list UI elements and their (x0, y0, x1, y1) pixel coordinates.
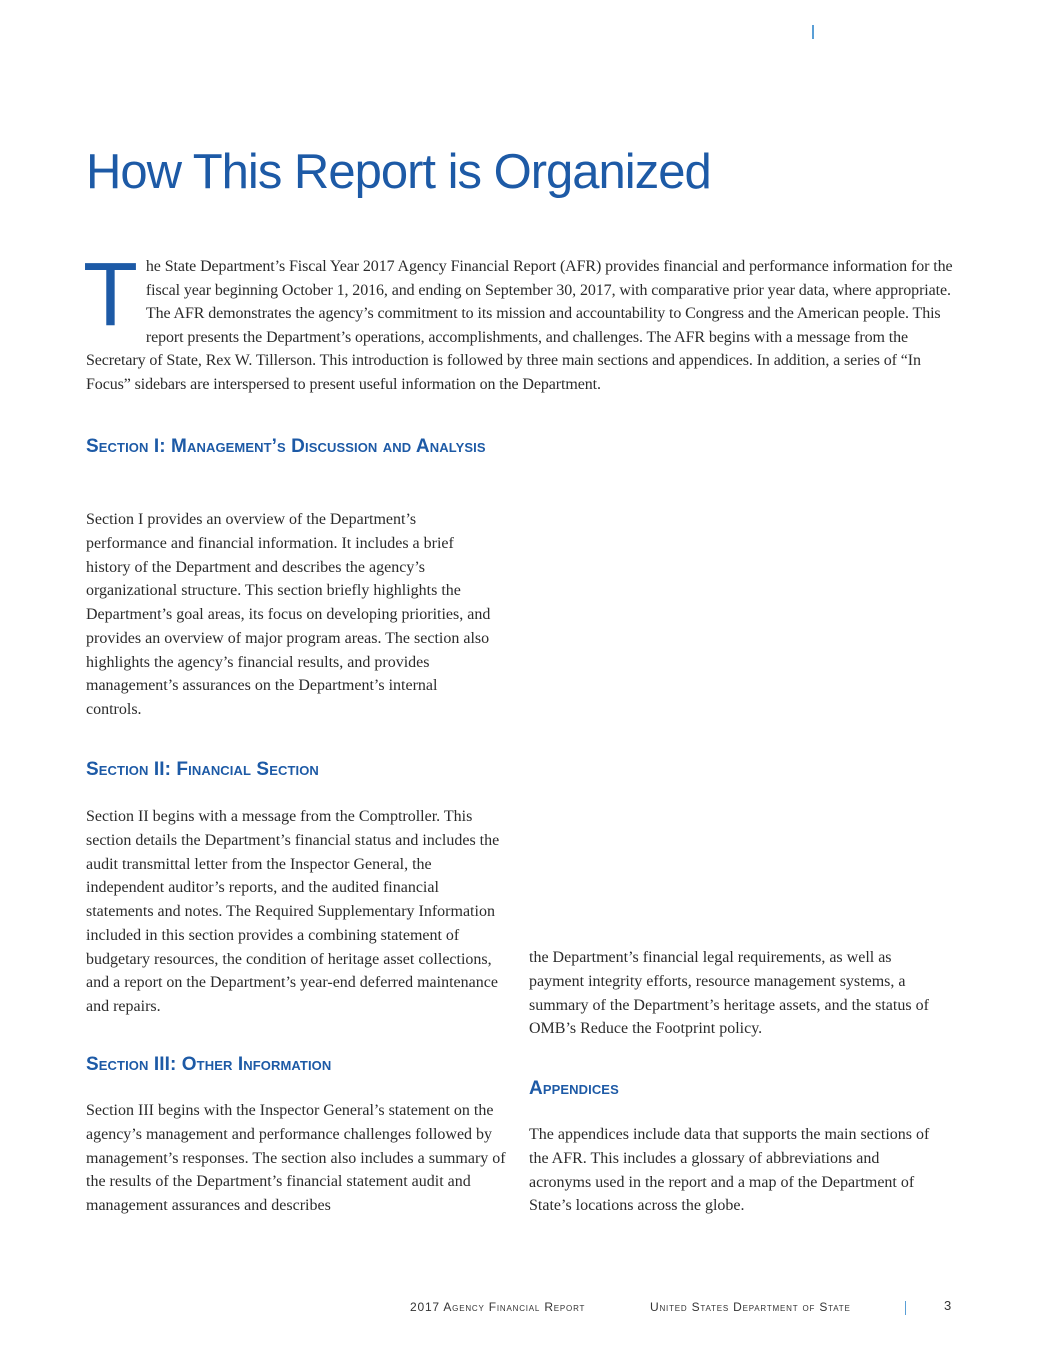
footer-department: United States Department of State (650, 1300, 851, 1314)
intro-text: he State Department’s Fiscal Year 2017 Agency Financial Report (AFR) provides financial and performance information for the fiscal year beginning October 1, 2016, and ending on September 30, 2017, with comparative prior year data, where appropriate. The AFR demonstrates the agency’s commitment to its mission and accountability to Congress and the American people. This report presents the Department’s operations, accomplishments, and challenges. The AFR begins with a message from the Secretary of State, Rex W. Tillerson. This introduction is followed by three main sections and appendices. In addition, a series of “In Focus” sidebars are interspersed to present useful information on the Department. (86, 258, 953, 393)
intro-paragraph (83, 245, 956, 397)
section-3-body-continued: the Department’s financial legal requirements, as well as payment integrity efforts, resource management systems, a summary of the Department’s heritage assets, and the status of OMB’s Reduce the Footprint policy. (529, 949, 929, 1038)
drop-cap: T (83, 245, 138, 345)
appendices-heading: Appendices (529, 1078, 619, 1099)
footer-divider (905, 1301, 906, 1315)
appendices-body: The appendices include data that supports the main sections of the AFR. This includes a glossary of abbreviations and acronyms used in the report and a map of the Department of State’s locations across the globe. (529, 1126, 930, 1215)
page-number: 3 (944, 1298, 952, 1313)
section-3-body: Section III begins with the Inspector General’s statement on the agency’s management and performance challenges followed by management’s responses. The section also includes a summary of the results of the Department’s financial statement audit and management assurances and describes (86, 1102, 506, 1214)
section-2-body: Section II begins with a message from the Comptroller. This section details the Department’s financial status and includes the audit transmittal letter from the Inspector General, the independent auditor’s reports, and the audited financial statements and notes. The Required Supplementary Information included in this section provides a combining statement of budgetary resources, the condition of heritage asset collections, and a report on the Department’s year-end deferred maintenance and repairs. (86, 808, 500, 1015)
header-divider (812, 25, 814, 39)
section-3-heading: Section III: Other Information (86, 1054, 332, 1075)
page-title: How This Report is Organized (86, 145, 711, 199)
footer-report-name: 2017 Agency Financial Report (410, 1300, 586, 1314)
section-2-heading: Section II: Financial Section (86, 759, 319, 780)
section-1-heading: Section I: Management’s Discussion and Analysis (86, 436, 486, 457)
section-1-body: Section I provides an overview of the Department’s performance and financial information. It includes a brief history of the Department and describes the agency’s organizational structure. This section briefly highlights the Department’s goal areas, its focus on developing priorities, and provides an overview of major program areas. The section also highlights the agency’s financial results, and provides management’s assurances on the Department’s internal controls. (86, 511, 491, 718)
